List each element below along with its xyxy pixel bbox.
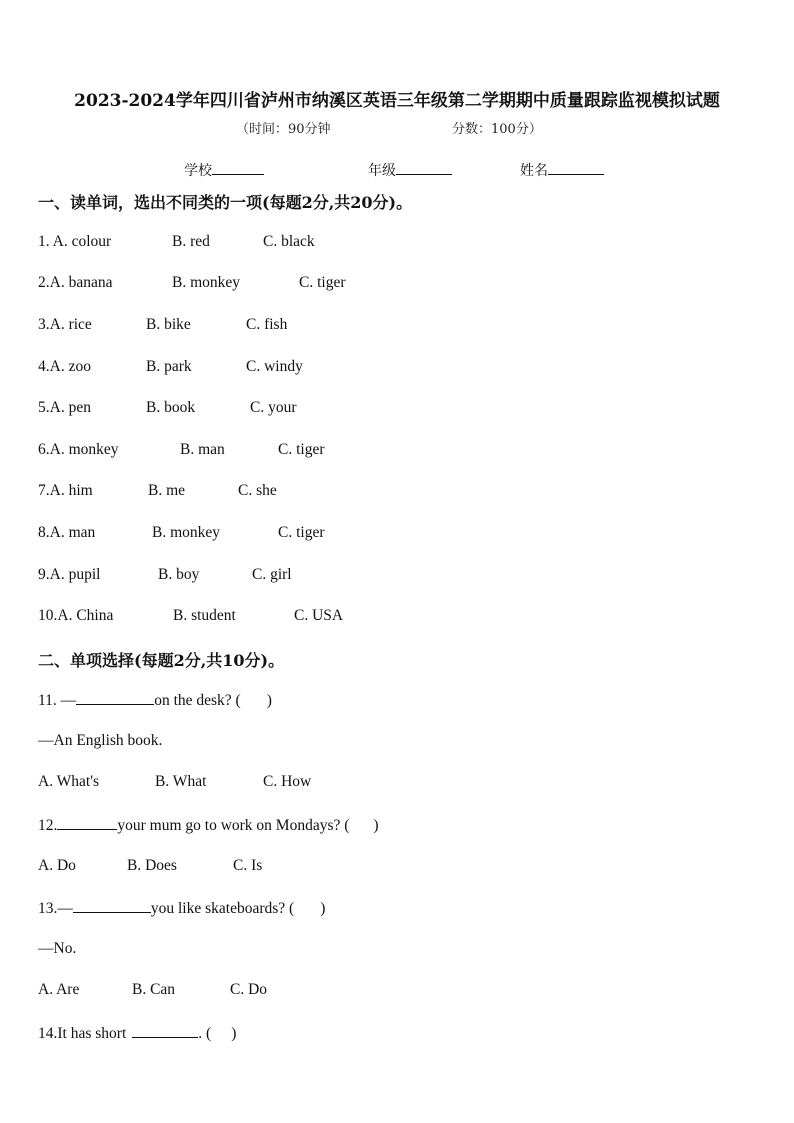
school-field xyxy=(184,160,264,180)
q1-option-b[interactable]: B. red xyxy=(172,233,210,250)
q7-option-c[interactable]: C. she xyxy=(238,482,277,499)
question-12 xyxy=(38,815,379,835)
exam-score: 分数：100分） xyxy=(452,122,542,137)
q10-option-b[interactable]: B. student xyxy=(173,607,236,624)
question-number: 14.It has short xyxy=(38,1025,127,1042)
school-label: 学校 xyxy=(184,163,212,179)
option-a[interactable]: A. China xyxy=(57,607,114,624)
question-number: 6. xyxy=(38,441,50,458)
question-number: 2. xyxy=(38,274,50,291)
question-number: 11. — xyxy=(38,692,77,709)
q3-option-c[interactable]: C. fish xyxy=(246,316,288,333)
grade-field xyxy=(368,160,452,180)
section-2-heading: 二、单项选择(每题2分,共10分)。 xyxy=(38,651,285,670)
question-number: 8. xyxy=(38,524,50,541)
question-text: . ( xyxy=(198,1025,212,1042)
option-a[interactable]: A. him xyxy=(49,482,93,499)
question-13 xyxy=(38,898,325,918)
school-blank[interactable] xyxy=(212,160,264,175)
question-7 xyxy=(38,482,93,500)
q5-option-b[interactable]: B. book xyxy=(146,399,196,416)
paren-close: ) xyxy=(320,900,326,917)
q11-option-a[interactable]: A. What's xyxy=(38,773,100,790)
question-number: 10. xyxy=(38,607,58,624)
question-4 xyxy=(38,358,91,376)
q12-option-a[interactable]: A. Do xyxy=(38,857,76,874)
q8-option-c[interactable]: C. tiger xyxy=(278,524,325,541)
question-number: 7. xyxy=(38,482,50,499)
question-2 xyxy=(38,274,112,292)
q13-option-b[interactable]: B. Can xyxy=(132,981,176,998)
question-9 xyxy=(38,566,100,584)
q13-option-c[interactable]: C. Do xyxy=(230,981,268,998)
option-a[interactable]: A. banana xyxy=(49,274,113,291)
q2-option-b[interactable]: B. monkey xyxy=(172,274,241,291)
paren-close: ) xyxy=(266,692,272,709)
q14-blank[interactable] xyxy=(132,1023,198,1038)
question-number: 4. xyxy=(38,358,50,375)
q3-option-b[interactable]: B. bike xyxy=(146,316,191,333)
question-number: 12. xyxy=(38,817,58,834)
question-number: 5. xyxy=(38,399,50,416)
q13-option-a[interactable]: A. Are xyxy=(38,981,80,998)
question-text: on the desk? ( xyxy=(154,692,241,709)
question-number: 13.— xyxy=(38,900,73,917)
option-a[interactable]: A. monkey xyxy=(49,441,119,458)
option-a[interactable]: A. pen xyxy=(49,399,91,416)
paren-close: ) xyxy=(373,817,379,834)
option-a[interactable]: A. colour xyxy=(52,233,112,250)
exam-title: 2023-2024学年四川省泸州市纳溪区英语三年级第二学期期中质量跟踪监视模拟试题 xyxy=(74,91,720,111)
q2-option-c[interactable]: C. tiger xyxy=(299,274,346,291)
q4-option-b[interactable]: B. park xyxy=(146,358,192,375)
question-3 xyxy=(38,316,92,334)
question-1 xyxy=(38,233,111,251)
option-a[interactable]: A. man xyxy=(49,524,96,541)
option-a[interactable]: A. zoo xyxy=(49,358,91,375)
q5-option-c[interactable]: C. your xyxy=(250,399,297,416)
question-6 xyxy=(38,441,119,459)
name-label: 姓名 xyxy=(520,163,548,179)
q11-blank[interactable] xyxy=(76,690,154,705)
name-blank[interactable] xyxy=(548,160,604,175)
q8-option-b[interactable]: B. monkey xyxy=(152,524,221,541)
q1-option-c[interactable]: C. black xyxy=(263,233,315,250)
question-11 xyxy=(38,690,272,710)
q10-option-c[interactable]: C. USA xyxy=(294,607,344,624)
name-field xyxy=(520,160,604,180)
q13-response: —No. xyxy=(38,940,77,957)
option-a[interactable]: A. pupil xyxy=(49,566,101,583)
question-14 xyxy=(38,1023,236,1043)
question-text: your mum go to work on Mondays? ( xyxy=(117,817,350,834)
q9-option-c[interactable]: C. girl xyxy=(252,566,292,583)
question-8 xyxy=(38,524,95,542)
grade-blank[interactable] xyxy=(396,160,452,175)
grade-label: 年级 xyxy=(368,163,396,179)
question-5 xyxy=(38,399,91,417)
question-text: you like skateboards? ( xyxy=(150,900,295,917)
q11-response: —An English book. xyxy=(38,732,163,749)
question-number: 9. xyxy=(38,566,50,583)
q12-option-c[interactable]: C. Is xyxy=(233,857,263,874)
option-a[interactable]: A. rice xyxy=(49,316,92,333)
section-1-heading: 一、读单词，选出不同类的一项(每题2分,共20分)。 xyxy=(38,193,413,212)
q12-blank[interactable] xyxy=(57,815,117,830)
q9-option-b[interactable]: B. boy xyxy=(158,566,200,583)
q6-option-b[interactable]: B. man xyxy=(180,441,225,458)
q11-option-b[interactable]: B. What xyxy=(155,773,207,790)
q12-option-b[interactable]: B. Does xyxy=(127,857,177,874)
exam-time: （时间：90分钟 xyxy=(236,122,331,137)
q4-option-c[interactable]: C. windy xyxy=(246,358,303,375)
question-number: 3. xyxy=(38,316,50,333)
q11-option-c[interactable]: C. How xyxy=(263,773,312,790)
paren-close: ) xyxy=(231,1025,237,1042)
q13-blank[interactable] xyxy=(73,898,151,913)
question-10 xyxy=(38,607,113,625)
q6-option-c[interactable]: C. tiger xyxy=(278,441,325,458)
q7-option-b[interactable]: B. me xyxy=(148,482,186,499)
question-number: 1. xyxy=(38,233,53,250)
